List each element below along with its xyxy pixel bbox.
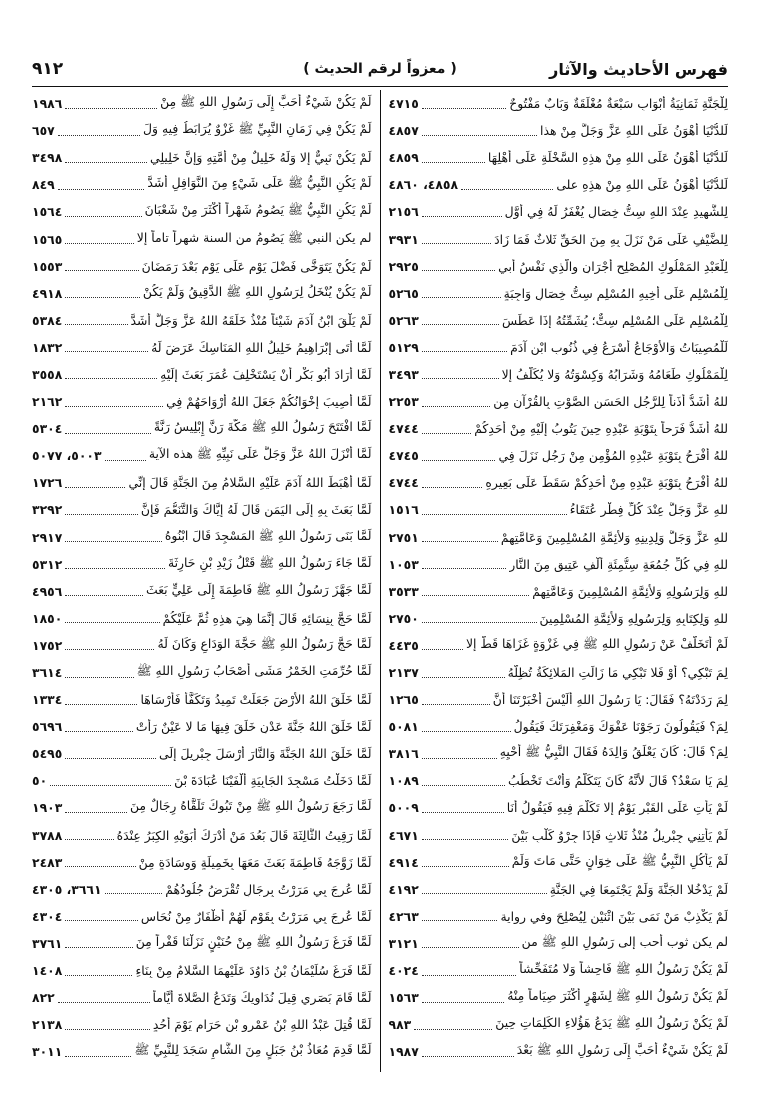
entry-text: لَمَّا عُرِجَ بِي مَرَرْتُ بِرِجَالٍ تُقْرَضُ جُلُودُهُمْ xyxy=(165,881,372,897)
entry-reference-number: ٤٧١٥ xyxy=(388,96,419,112)
entry-text: لَلدُّنْيَا أَهْوَنُ عَلَى اللهِ مِنْ هذِهِ على xyxy=(556,177,728,193)
leader-dots xyxy=(65,594,143,596)
index-entry xyxy=(32,280,372,307)
entry-reference-number: ١٧٥٢ xyxy=(32,637,63,653)
index-entry xyxy=(32,253,372,280)
leader-dots xyxy=(65,974,132,976)
leader-dots xyxy=(422,946,519,948)
entry-text: لَمَّا فَرَغَ سُلَيْمَانُ بْنُ دَاوُدَ عَلَيْهِمَا السَّلامُ مِنْ بِنَاءِ xyxy=(135,963,372,979)
entry-reference-number: ٣٥٥٨ xyxy=(32,366,63,382)
entry-reference-number: ٥٢٦٥ xyxy=(388,285,419,301)
entry-reference-number: ١٥٥٣ xyxy=(32,258,63,274)
left-column xyxy=(32,90,372,1072)
entry-reference-number: ٤٢٦٣ xyxy=(388,908,419,924)
entry-reference-number: ٣٨١٦ xyxy=(388,746,419,762)
index-entry xyxy=(389,90,729,117)
leader-dots xyxy=(65,648,154,650)
index-entry xyxy=(32,903,372,930)
leader-dots xyxy=(65,377,157,379)
leader-dots xyxy=(422,1055,514,1057)
entry-reference-number: ٤٣٠٤ xyxy=(32,908,63,924)
entry-text: لَمْ يَأْتِ عَلَى القَبْرِ يَوْمٌ إلا تَكَلَّمَ فِيهِ فَيَقُولُ أَنَا xyxy=(506,800,728,816)
entry-reference-number: ٤٦٧١ xyxy=(388,827,419,843)
entry-reference-number: ٦٥٧ xyxy=(32,123,55,139)
index-entry xyxy=(32,984,372,1011)
entry-reference-number: ٤٩٥٦ xyxy=(32,583,63,599)
entry-reference-number: ٤٧٤٤ xyxy=(388,421,419,437)
leader-dots xyxy=(422,350,507,352)
entry-text: لَمْ يَلْقَ ابْنُ آدَمَ شَيْئاً مُنْذُ خَلَقَهُ اللهُ عَزَّ وَجَلَّ أَشَدَّ xyxy=(130,312,372,328)
page-header xyxy=(32,52,728,87)
entry-reference-number: ٥٣١٢ xyxy=(32,556,63,572)
right-column xyxy=(389,90,729,1072)
entry-reference-number: ٣٤٩٨ xyxy=(32,150,63,166)
entry-text: للهُ أَفْرَحُ بِتَوْبَةِ عَبْدِهِ المُؤْمِنِ مِنْ رَجُلٍ نَزَلَ فِي xyxy=(498,448,728,464)
entry-text: لَمْ يَكُنْ شَيْءٌ أَحَبَّ إِلَى رَسُولِ اللهِ ﷺ مِنْ xyxy=(160,94,372,110)
entry-text: لِلْمُسْلِمِ عَلَى المُسْلِمِ سِتٌّ؛ يُشَمِّتُهُ إِذَا عَطَسَ xyxy=(502,312,728,328)
entry-reference-number: ١٧٢٦ xyxy=(32,475,63,491)
entry-reference-number: ٥٤٩٥ xyxy=(32,746,63,762)
entry-text: لَمَّا قُتِلَ عَبْدُ اللهِ بْنُ عَمْرِو بْنِ حَرَامٍ يَوْمَ أُحُدٍ xyxy=(152,1017,372,1033)
leader-dots xyxy=(65,946,132,948)
leader-dots xyxy=(422,459,496,461)
leader-dots xyxy=(422,540,498,542)
index-entry xyxy=(32,957,372,984)
index-entry xyxy=(32,713,372,740)
leader-dots xyxy=(422,974,517,976)
entry-reference-number: ٣٤٩٣ xyxy=(388,366,419,382)
index-entry xyxy=(32,551,372,578)
leader-dots xyxy=(422,811,504,813)
entry-text: لَمْ يَكُنِ النَّبِيُّ ﷺ عَلَى شَيْءٍ مِنَ النَّوَافِلِ أَشَدَّ xyxy=(147,175,372,191)
index-entry xyxy=(389,334,729,361)
index-entry xyxy=(32,578,372,605)
entry-reference-number: ٣٧٨٨ xyxy=(32,827,63,843)
index-entry xyxy=(389,822,729,849)
leader-dots xyxy=(58,134,140,136)
entry-text: لَمَّا أَرَادَ أَبُو بَكْرٍ أَنْ يَسْتَخْلِفَ عُمَرَ بَعَثَ إِلَيْهِ xyxy=(160,366,372,382)
leader-dots xyxy=(422,513,567,515)
entry-text: لِلْمُسْلِمِ عَلَى أَخِيهِ المُسْلِمِ سِتُّ خِصَالٍ وَاجِبَةٍ xyxy=(503,285,728,301)
leader-dots xyxy=(65,567,165,569)
entry-text: لَلدُّنْيَا أَهْوَنُ عَلَى اللهِ عَزَّ وَجَلَّ مِنْ هذا xyxy=(540,123,728,139)
entry-text: لِمَ يَا سَعْدُ؟ قَالَ لأَنَّهُ كَانَ يَتَكَلَّمُ وَأَنْتَ تَخْطُبُ xyxy=(507,773,728,789)
leader-dots xyxy=(105,459,146,461)
leader-dots xyxy=(65,1055,131,1057)
entry-reference-number: ٤٤٣٥ xyxy=(388,637,419,653)
leader-dots xyxy=(422,892,547,894)
leader-dots xyxy=(422,648,463,650)
entry-text: لِلضَّيْفِ عَلَى مَنْ نَزَلَ بِهِ مِنَ الحَقِّ ثَلاثٌ فَمَا زَادَ xyxy=(494,231,728,247)
entry-reference-number: ٤١٩٢ xyxy=(388,881,419,897)
entry-text: لِمَ؟ فَيَقُولُونَ رَجَوْنَا عَفْوَكَ وَمَغْفِرَتَكَ فَيَقُولُ xyxy=(513,719,728,735)
index-entry xyxy=(32,334,372,361)
entry-text: لَمْ يَكُنْ يُنْخَلُ لِرَسُولِ اللهِ ﷺ الدَّقِيقُ وَلَمْ يَكُنْ xyxy=(142,283,372,299)
index-entry xyxy=(32,144,372,171)
entry-reference-number: ١٩٠٣ xyxy=(32,800,63,816)
leader-dots xyxy=(422,784,505,786)
entry-reference-number: ٢١٦٢ xyxy=(32,394,63,410)
leader-dots xyxy=(65,703,137,705)
leader-dots xyxy=(422,730,511,732)
entry-text: للهِ فِي كُلِّ جُمُعَةٍ سِتُّمِئَةِ أَلْفِ عَتِيقٍ مِنَ النَّارِ xyxy=(509,556,728,572)
entry-reference-number: ١٨٥٠ xyxy=(32,610,63,626)
index-entry xyxy=(389,930,729,957)
entry-text: لَمَّا خَلَقَ اللهُ الأَرْضَ جَعَلَتْ تَمِيدُ وَتَكَفَّأُ فَأَرْسَاهَا xyxy=(140,692,372,708)
index-entry xyxy=(32,469,372,496)
leader-dots xyxy=(65,215,141,217)
leader-dots xyxy=(65,350,148,352)
index-entry xyxy=(389,225,729,252)
index-entry xyxy=(389,605,729,632)
index-entry xyxy=(389,578,729,605)
entry-text: للهُ أَفْرَحُ بِتَوْبَةِ عَبْدِهِ مِنْ أَحَدِكُمْ سَقَطَ عَلَى بَعِيرِهِ xyxy=(485,475,728,491)
entry-reference-number: ١٥٦٣ xyxy=(388,990,419,1006)
leader-dots xyxy=(65,242,134,244)
index-entry xyxy=(389,388,729,415)
entry-text: لَمَّا عُرِجَ بِي مَرَرْتُ بِقَوْمٍ لَهُمْ أَظْفَارٌ مِنْ نُحَاسٍ xyxy=(140,908,372,924)
index-entry xyxy=(32,225,372,252)
leader-dots xyxy=(65,757,156,759)
entry-reference-number: ١٩٨٦ xyxy=(32,96,63,112)
index-entry xyxy=(389,496,729,523)
entry-text: للهُ أَشَدُّ فَرَحاً بِتَوْبَةِ عَبْدِهِ حِينَ يَتُوبُ إِلَيْهِ مِنْ أَحَدِكُمْ xyxy=(474,421,728,437)
index-entry xyxy=(389,849,729,876)
entry-text: لَمَّا فَرَغَ رَسُولُ اللهِ ﷺ مِنْ حُنَيْنٍ نَزَلْنَا قَفْراً مِنَ xyxy=(135,933,372,949)
index-entry xyxy=(32,659,372,686)
entry-reference-number: ٤٨٥٩ xyxy=(388,150,419,166)
entry-reference-number: ٨٢٢ xyxy=(32,990,55,1006)
index-entry xyxy=(389,767,729,794)
index-entry xyxy=(32,740,372,767)
entry-reference-number: ٣٢٩٢ xyxy=(32,502,63,518)
entry-reference-number: ٣١٢١ xyxy=(388,935,419,951)
entry-text: للهِ وَلِرَسُولِهِ وَلأَئِمَّةِ المُسْلِمِينَ وَعَامَّتِهِمْ xyxy=(532,583,728,599)
entry-text: للهِ وَلِكِتَابِهِ وَلِرَسُولِهِ وَلأَئِمَّةِ المُسْلِمِينَ xyxy=(539,610,728,626)
leader-dots xyxy=(65,919,138,921)
leader-dots xyxy=(422,269,495,271)
entry-reference-number: ٢٩٢٥ xyxy=(388,258,419,274)
entry-text: لَمَّا رَجَعَ رَسُولُ اللهِ ﷺ مِنْ تَبُوكَ تَلَقَّاهُ رِجَالٌ مِنَ xyxy=(129,798,372,814)
entry-text: لَمَّا أَنْزَلَ اللهُ عَزَّ وَجَلَّ عَلَى نَبِيِّهِ ﷺ هذه الآية xyxy=(148,446,372,462)
index-entry xyxy=(32,361,372,388)
index-entry xyxy=(389,957,729,984)
entry-text: لَمَّا دَخَلْتُ مَسْجِدَ الجَابِيَةِ أَلْفَيْنَا عُبَادَةَ بْنَ xyxy=(174,773,372,789)
index-entry xyxy=(32,442,372,469)
index-entry xyxy=(389,442,729,469)
leader-dots xyxy=(65,161,147,163)
index-entry xyxy=(389,361,729,388)
entry-text: لَمَّا افْتَتَحَ رَسُولُ اللهِ ﷺ مَكَّةَ رَنَّ إِبْلِيسُ رَنَّةً xyxy=(153,419,372,435)
entry-reference-number: ٣٠١١ xyxy=(32,1044,63,1060)
entry-reference-number: ١٥١٦ xyxy=(388,502,419,518)
entry-reference-number: ١٥٦٥ xyxy=(32,231,63,247)
index-entry xyxy=(389,632,729,659)
entry-text: لَمَّا بَعَثَ بِهِ إِلَى اليَمَنِ قَالَ لَهُ إِيَّاكَ وَالتَّنَعُّمَ فَإِنَّ xyxy=(140,502,372,518)
index-entry xyxy=(389,469,729,496)
leader-dots xyxy=(65,811,127,813)
entry-text: لَمْ يَأْتِنِي جِبْرِيلُ مُنْذُ ثَلاثٍ فَإِذَا جِرْوُ كَلْبٍ بَيْنَ xyxy=(511,827,728,843)
leader-dots xyxy=(422,161,485,163)
entry-text: لَمْ يَكُنْ رَسُولُ اللهِ ﷺ فَاحِشاً وَلا مُتَفَحِّشاً xyxy=(519,961,728,977)
entry-reference-number: ٩٨٣ xyxy=(388,1017,412,1033)
entry-text: لَمَّا أُصِيبَ إِخْوَانُكُمْ جَعَلَ اللهُ أَرْوَاحَهُمْ فِي xyxy=(166,394,372,410)
entry-text: للهِ عَزَّ وَجَلَّ عِنْدَ كُلِّ فِطْرٍ عُتَقَاءُ xyxy=(569,502,728,518)
leader-dots xyxy=(65,269,138,271)
leader-dots xyxy=(105,892,163,894)
index-entry xyxy=(32,605,372,632)
leader-dots xyxy=(50,784,171,786)
leader-dots xyxy=(65,730,133,732)
column-divider xyxy=(380,90,381,1072)
entry-text: لَمْ يَكُنْ يَتَوَخَّى فَضْلَ يَوْمٍ عَلَى يَوْمٍ بَعْدَ رَمَضَانَ xyxy=(141,258,372,274)
entry-text: لَمَّا حَجَّ رَسُولُ اللهِ ﷺ حَجَّةَ الوَدَاعِ وَكَانَ لَهُ xyxy=(157,635,372,651)
entry-reference-number: ٤٨٥٧ xyxy=(388,123,419,139)
entry-text: لَمْ يَكُنْ رَسُولُ اللهِ ﷺ يَدَعُ هَؤُلاءِ الكَلِمَاتِ حِينَ xyxy=(495,1015,728,1031)
entry-text: لم يكن ثوب أحب إلى رَسُولِ اللهِ ﷺ من xyxy=(521,933,728,949)
entry-reference-number: ٣٥٣٣ xyxy=(388,583,419,599)
entry-reference-number: ٣٧٦١ xyxy=(32,935,63,951)
entry-reference-number: ٣٩٣١ xyxy=(388,231,419,247)
entry-text: لِلْجَنَّةِ ثَمَانِيَةُ أَبْوَابٍ سَبْعَةٌ مُغْلَقَةٌ وَبَابٌ مَفْتُوحٌ xyxy=(509,96,728,112)
leader-dots xyxy=(422,323,499,325)
leader-dots xyxy=(65,432,151,434)
entry-text: لَمَّا خَلَقَ اللهُ الجَنَّةَ وَالنَّارَ أَرْسَلَ جِبْرِيلَ إِلَى xyxy=(159,746,372,762)
entry-reference-number: ٨٤٩ xyxy=(32,177,55,193)
leader-dots xyxy=(422,296,501,298)
index-entry xyxy=(389,984,729,1011)
index-entry xyxy=(32,794,372,821)
entry-text: لَمَّا حَجَّ بِنِسَائِهِ قَالَ إِنَّمَا هِيَ هذِهِ ثُمَّ عَلَيْكُمْ xyxy=(162,610,372,626)
entry-text: لَمْ يَكُنْ نَبِيٌّ إلا وَلَهُ خَلِيلٌ مِنْ أُمَّتِهِ وَإِنَّ خَلِيلِي xyxy=(150,150,372,166)
entry-reference-number: ٥٣٨٤ xyxy=(32,312,63,328)
entry-text: لَمَّا زَوَّجَهُ فَاطِمَةَ بَعَثَ مَعَهَا بِخَمِيلَةٍ وَوِسَادَةٍ مِنْ xyxy=(138,854,372,870)
entry-reference-number: ٣٦١٤ xyxy=(32,665,63,681)
entry-text: لِمَ؟ قَالَ: كَانَ يَعْلَقُ وَالِدَهُ فَقَالَ النَّبِيُّ ﷺ أَحْيِهِ xyxy=(499,744,728,760)
entry-reference-number: ١٨٣٢ xyxy=(32,339,63,355)
entry-reference-number: ٢٩١٧ xyxy=(32,529,63,545)
leader-dots xyxy=(65,540,162,542)
entry-reference-number: ١٢٦٥ xyxy=(388,692,419,708)
leader-dots xyxy=(65,107,157,109)
entry-text: لَمْ أَتَخَلَّفْ عَنْ رَسُولِ اللهِ ﷺ فِي غَزْوَةٍ غَزَاهَا قَطُّ إلا xyxy=(465,635,728,651)
leader-dots xyxy=(65,676,133,678)
leader-dots xyxy=(422,432,471,434)
leader-dots xyxy=(58,188,145,190)
entry-reference-number: ١٠٥٣ xyxy=(388,556,419,572)
entry-reference-number: ٢٢٥٣ xyxy=(388,394,419,410)
leader-dots xyxy=(65,621,159,623)
entry-reference-number: ٤٩١٤ xyxy=(388,854,419,870)
entry-reference-number: ٥٠٨١ xyxy=(388,719,419,735)
entry-text: لَمْ يَدْخُلا الجَنَّةَ وَلَمْ يَجْتَمِعَا فِي الجَنَّةِ xyxy=(549,881,728,897)
entry-reference-number: ٣٦٦١، ٤٣٠٥ xyxy=(32,881,102,897)
index-entry xyxy=(32,849,372,876)
index-entry xyxy=(32,198,372,225)
leader-dots xyxy=(422,486,483,488)
entry-reference-number: ٤٩١٨ xyxy=(32,285,63,301)
leader-dots xyxy=(422,757,497,759)
index-entry xyxy=(389,1038,729,1065)
entry-reference-number: ٥٠٠٣، ٥٠٧٧ xyxy=(32,448,102,464)
leader-dots xyxy=(65,865,135,867)
leader-dots xyxy=(422,865,509,867)
index-entry xyxy=(32,822,372,849)
index-entry xyxy=(389,198,729,225)
entry-reference-number: ٤٨٥٨، ٤٨٦٠ xyxy=(388,177,459,193)
index-entry xyxy=(389,876,729,903)
entry-reference-number: ١٥٦٤ xyxy=(32,204,63,220)
index-entry xyxy=(32,767,372,794)
entry-text: لَمَّا حُرِّمَتِ الخَمْرُ مَشَى أَصْحَابُ رَسُولِ اللهِ ﷺ xyxy=(136,663,372,679)
leader-dots xyxy=(65,296,140,298)
entry-reference-number: ٥١٢٩ xyxy=(388,339,419,355)
entry-text: لَمَّا قَامَ بَصَرِي قِيلَ نُدَاوِيكَ وَتَدَعُ الصَّلاةَ أَيَّاماً xyxy=(152,990,372,1006)
entry-reference-number: ٢٧٥١ xyxy=(388,529,419,545)
index-entry xyxy=(32,171,372,198)
leader-dots xyxy=(422,919,498,921)
leader-dots xyxy=(422,134,537,136)
index-entry xyxy=(32,524,372,551)
entry-reference-number: ٢٧٥٠ xyxy=(388,610,419,626)
entry-text: لِلشَّهِيدِ عِنْدَ اللهِ سِتُّ خِصَالٍ يُغْفَرُ لَهُ فِي أَوَّلِ xyxy=(504,204,728,220)
entry-text: لِمَ رَدَدْتَهُ؟ فَقَالَ: يَا رَسُولَ اللهِ أَلَيْسَ أَخْبَرْتَنَا أَنَّ xyxy=(492,692,728,708)
index-entry xyxy=(389,280,729,307)
entry-reference-number: ١٠٨٩ xyxy=(388,773,419,789)
entry-text: لِلْعَبْدِ المَمْلُوكِ المُصْلِحِ أَجْرَانِ والَّذِي نَفْسُ أبي xyxy=(498,258,728,274)
entry-text: لَلْمُصِيبَاتُ وَالأَوْجَاعُ أَسْرَعُ فِي ذُنُوبِ ابْنِ آدَمَ xyxy=(510,339,728,355)
index-entry xyxy=(389,253,729,280)
leader-dots xyxy=(422,1001,505,1003)
entry-reference-number: ٤٠٢٤ xyxy=(388,963,419,979)
index-entry xyxy=(32,686,372,713)
entry-text: لم يكن النبي ﷺ يَصُومُ من السنة شهراً تاماً إلا xyxy=(136,229,372,245)
index-entry xyxy=(32,1038,372,1065)
entry-reference-number: ٢٤٨٣ xyxy=(32,854,63,870)
leader-dots xyxy=(58,1001,150,1003)
index-entry xyxy=(389,171,729,198)
entry-text: لَمْ يَكُنْ رَسُولُ اللهِ ﷺ لِشَهْرٍ أَكْثَرَ صِيَاماً مِنْهُ xyxy=(507,988,728,1004)
index-entry xyxy=(389,794,729,821)
entry-reference-number: ٤٧٤٤ xyxy=(388,475,419,491)
index-entry xyxy=(32,632,372,659)
page-number: ٩١٢ xyxy=(32,59,64,79)
entry-text: لَلدُّنْيَا أَهْوَنُ عَلَى اللهِ مِنْ هذِهِ السَّخْلَةِ عَلَى أَهْلِهَا xyxy=(487,150,728,166)
entry-text: لَمَّا رَقِيتُ الثَّالِثَةَ قَالَ بَعُدَ مَنْ أَدْرَكَ أَبَوَيْهِ الكِبَرُ عِنْدَهُ xyxy=(116,827,372,843)
index-entry xyxy=(389,713,729,740)
leader-dots xyxy=(65,838,113,840)
leader-dots xyxy=(422,703,490,705)
index-entry xyxy=(32,117,372,144)
index-entry xyxy=(32,388,372,415)
index-entry xyxy=(389,686,729,713)
index-entry xyxy=(389,524,729,551)
leader-dots xyxy=(414,1028,492,1030)
leader-dots xyxy=(422,594,530,596)
index-entry xyxy=(389,1011,729,1038)
leader-dots xyxy=(422,567,507,569)
index-entry xyxy=(389,903,729,930)
entry-reference-number: ٥٦٩٦ xyxy=(32,719,63,735)
entry-text: لَمْ يَكُنْ شَيْءٌ أَحَبَّ إِلَى رَسُولِ اللهِ ﷺ بَعْدَ xyxy=(516,1042,728,1058)
index-entry xyxy=(389,117,729,144)
entry-text: لَمَّا خَلَقَ اللهُ جَنَّةَ عَدْنٍ خَلَقَ فِيهَا مَا لا عَيْنٌ رَأَتْ xyxy=(135,719,372,735)
leader-dots xyxy=(65,486,125,488)
index-entry xyxy=(389,307,729,334)
leader-dots xyxy=(461,188,553,190)
entry-text: لَمَّا قَدِمَ مُعَاذُ بْنُ جَبَلٍ مِنَ الشَّامِ سَجَدَ لِلنَّبِيِّ ﷺ xyxy=(134,1042,372,1058)
entry-reference-number: ٢١٥٦ xyxy=(388,204,419,220)
entry-text: لَمَّا بَنَى رَسُولُ اللهِ ﷺ المَسْجِدَ قَالَ ابْنُوهُ xyxy=(164,527,372,543)
leader-dots xyxy=(65,513,138,515)
entry-reference-number: ٥٠٠٩ xyxy=(388,800,419,816)
index-entry xyxy=(32,1011,372,1038)
entry-text: لَمَّا جَهَّزَ رَسُولُ اللهِ ﷺ فَاطِمَةَ إِلَى عَلِيٍّ بَعَثَ xyxy=(146,581,372,597)
index-entry xyxy=(32,930,372,957)
entry-reference-number: ٤٧٤٥ xyxy=(388,448,419,464)
entry-reference-number: ٢١٣٧ xyxy=(388,665,419,681)
leader-dots xyxy=(422,405,490,407)
entry-text: لَمَّا أَتَى إِبْرَاهِيمُ خَلِيلُ اللهِ المَنَاسِكَ عَرَضَ لَهُ xyxy=(151,339,372,355)
leader-dots xyxy=(65,1028,150,1030)
entry-reference-number: ٥٢٦٣ xyxy=(388,312,419,328)
index-entry xyxy=(32,415,372,442)
index-entry xyxy=(389,415,729,442)
leader-dots xyxy=(422,621,537,623)
index-columns xyxy=(32,90,728,1072)
index-entry xyxy=(32,876,372,903)
index-entry xyxy=(389,144,729,171)
entry-reference-number: ٥٠ xyxy=(32,773,48,789)
leader-dots xyxy=(65,323,127,325)
index-entry xyxy=(32,90,372,117)
entry-reference-number: ٥٣٠٤ xyxy=(32,421,63,437)
index-entry xyxy=(32,496,372,523)
entry-text: للهُ أَشَدُّ أَذَناً لِلرَّجُلِ الحَسَنِ الصَّوْتِ بِالقُرْآنِ مِن xyxy=(493,394,728,410)
index-entry xyxy=(389,740,729,767)
index-entry xyxy=(389,659,729,686)
entry-text: لِمَ تَبْكِي؟ أَوْ فَلا تَبْكِي مَا زَالَتِ المَلائِكَةُ تُظِلُّهُ xyxy=(507,665,728,681)
entry-text: للهِ عَزَّ وَجَلَّ وَلِدِينِهِ وَلأَئِمَّةِ المُسْلِمِينَ وَعَامَّتِهِمْ xyxy=(500,529,728,545)
entry-text: لَمَّا أَهْبَطَ اللهُ آدَمَ عَلَيْهِ السَّلامُ مِنَ الجَنَّةِ قَالَ إِنِّي xyxy=(128,475,372,491)
leader-dots xyxy=(422,676,505,678)
index-entry xyxy=(389,551,729,578)
entry-reference-number: ١٤٠٨ xyxy=(32,963,63,979)
entry-text: لَمْ يَأْكُلِ النَّبِيُّ ﷺ عَلَى خِوَانٍ حَتَّى مَاتَ وَلَمْ xyxy=(511,852,728,868)
entry-reference-number: ٢١٣٨ xyxy=(32,1017,63,1033)
entry-text: لَمْ يَكُنْ فِي زَمَانِ النَّبِيِّ ﷺ غَزْوٌ يُرَابَطُ فِيهِ وَلَ xyxy=(143,121,372,137)
entry-text: لَمَّا جَاءَ رَسُولُ اللهِ ﷺ قَتْلُ زَيْدِ بْنِ حَارِثَةَ xyxy=(167,554,372,570)
entry-text: لِلْمَمْلُوكِ طَعَامُهُ وَشَرَابُهُ وَكِسْوَتُهُ وَلا يُكَلَّفُ إلا xyxy=(501,366,728,382)
entry-text: لَمْ يَكُنِ النَّبِيُّ ﷺ يَصُومُ شَهْراً أَكْثَرَ مِنْ شَعْبَانَ xyxy=(144,202,372,218)
leader-dots xyxy=(422,838,509,840)
leader-dots xyxy=(422,107,506,109)
leader-dots xyxy=(422,242,491,244)
entry-text: لَمْ يَكْذِبْ مَنْ نَمَى بَيْنَ اثْنَيْنِ لِيُصْلِحَ وفي رواية xyxy=(500,908,728,924)
index-entry xyxy=(32,307,372,334)
leader-dots xyxy=(422,377,499,379)
entry-reference-number: ١٩٨٧ xyxy=(388,1044,419,1060)
entry-reference-number: ١٣٣٤ xyxy=(32,692,63,708)
page-subtitle: ( معزواً لرقم الحديث ) xyxy=(303,61,457,77)
leader-dots xyxy=(65,405,163,407)
page-title: فهرس الأحاديث والآثار xyxy=(549,59,728,79)
leader-dots xyxy=(422,215,502,217)
